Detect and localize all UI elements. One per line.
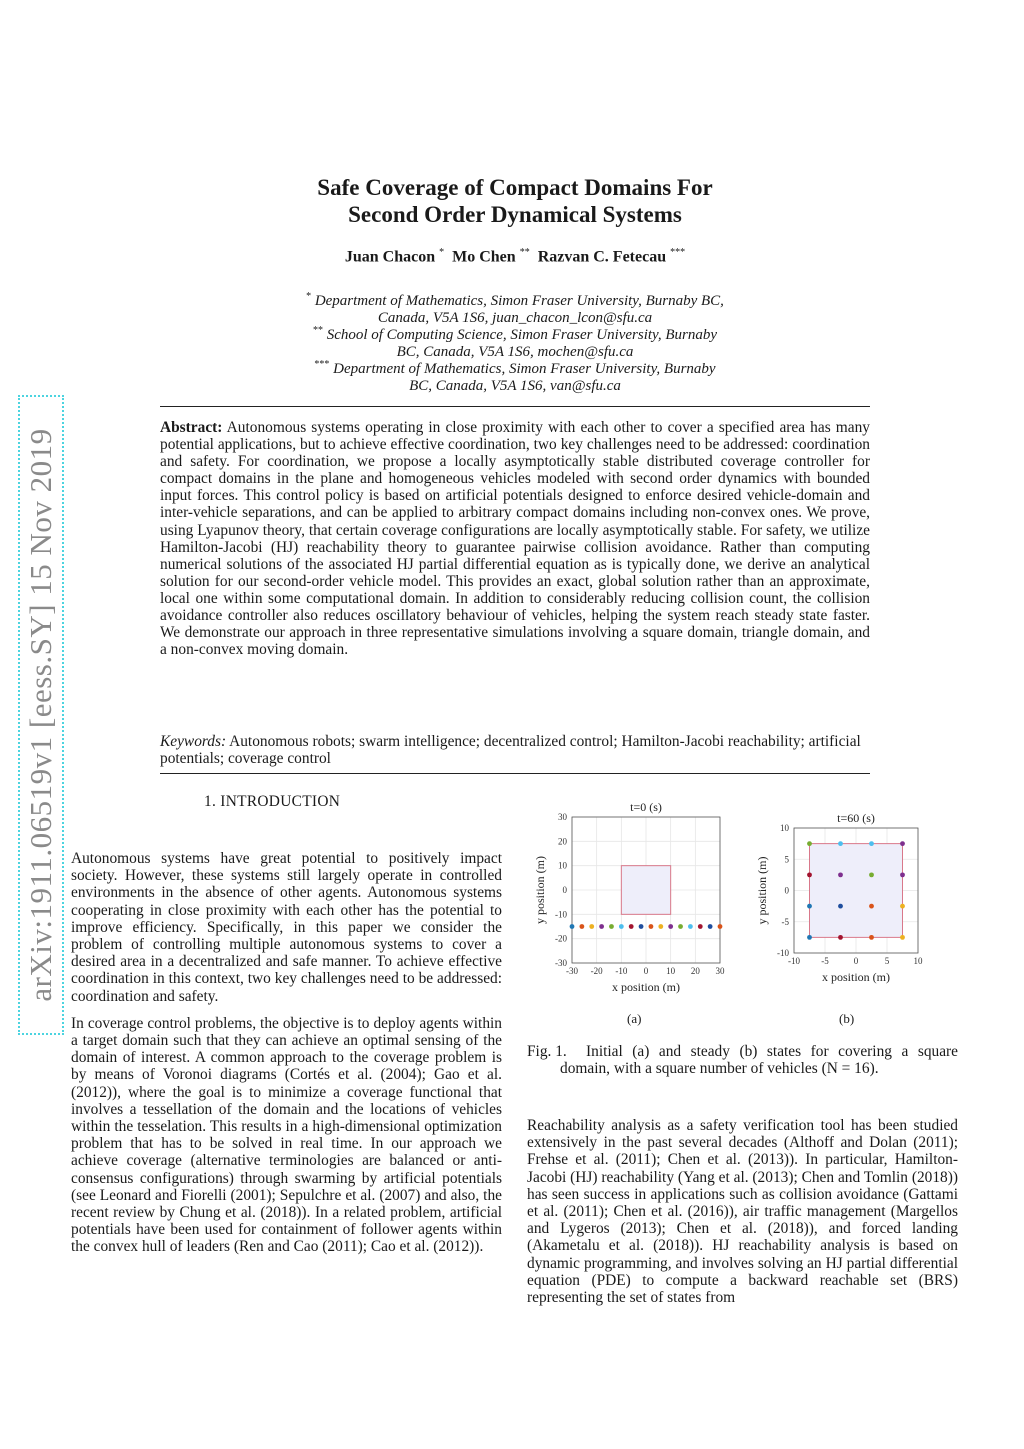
abstract-top-rule <box>160 406 870 407</box>
y-tick-label: 0 <box>784 885 789 896</box>
vehicle-point <box>900 872 905 877</box>
y-tick-label: 5 <box>784 854 789 865</box>
y-axis-label: y position (m) <box>755 856 769 925</box>
vehicle-point <box>838 935 843 940</box>
vehicle-point <box>869 935 874 940</box>
affiliation-line: BC, Canada, V5A 1S6, mochen@sfu.ca <box>396 344 634 360</box>
x-tick-label: -30 <box>566 966 578 976</box>
affiliation-line: Department of Mathematics, Simon Fraser University, Burnaby BC, <box>314 293 724 309</box>
vehicle-point <box>658 924 663 929</box>
author-mark: * <box>439 247 445 258</box>
author-mark: *** <box>670 247 686 258</box>
vehicle-point <box>698 924 703 929</box>
vehicle-point <box>718 924 723 929</box>
vehicle-point <box>900 841 905 846</box>
affiliation-line: BC, Canada, V5A 1S6, van@sfu.ca <box>409 378 621 394</box>
y-tick-label: 10 <box>780 823 789 833</box>
vehicle-point <box>579 924 584 929</box>
vehicle-point <box>629 924 634 929</box>
affiliation-mark: *** <box>314 359 330 370</box>
vehicle-point <box>838 841 843 846</box>
y-axis-label: y position (m) <box>533 856 547 924</box>
x-tick-label: -20 <box>590 966 603 976</box>
paper-title-line-2: Second Order Dynamical Systems <box>348 202 682 227</box>
y-tick-label: -20 <box>555 933 567 944</box>
x-tick-label: -5 <box>821 956 829 966</box>
x-tick-label: 10 <box>666 966 676 976</box>
y-tick-label: -10 <box>777 948 789 958</box>
vehicle-point <box>599 924 604 929</box>
keywords-text: Autonomous robots; swarm intelligence; decentralized control; Hamilton-Jacobi reachability; artificial potentials; coverage control <box>160 733 861 768</box>
vehicle-point <box>807 841 812 846</box>
vehicle-point <box>869 841 874 846</box>
keywords-label: Keywords: <box>160 733 227 750</box>
y-tick-label: 20 <box>558 836 567 847</box>
abstract <box>160 419 870 658</box>
x-tick-label: 30 <box>715 966 725 976</box>
abstract-label: Abstract: <box>160 419 223 436</box>
vehicle-point <box>838 904 843 909</box>
vehicle-point <box>869 904 874 909</box>
y-tick-label: -5 <box>781 916 789 927</box>
figure-caption <box>527 1043 958 1077</box>
author-name: Mo Chen <box>452 248 516 266</box>
vehicle-point <box>807 904 812 909</box>
y-tick-label: 0 <box>562 885 567 895</box>
subfigure-label-a: (a) <box>627 1011 642 1026</box>
chart-title: t=60 (s) <box>837 811 875 825</box>
x-tick-label: -10 <box>615 966 628 976</box>
x-tick-label: 10 <box>913 956 923 966</box>
vehicle-point <box>668 924 673 929</box>
affiliation-line: School of Computing Science, Simon Fraser University, Burnaby <box>326 327 718 343</box>
paragraph: In coverage control problems, the objective is to deploy agents within a target domain such that they can achieve an optimal sensing of the domain of interest. A common approach to the coverage problem is by means of Voronoi diagrams (Cortés et al. (2004); Gao et al. (2012)), where the goal is to minimize a coverage functional that involves a tessellation of the domain and the locations of vehicles within the tesselation. This results in a high-dimensional optimization problem that has to be solved in real time. In our approach we achieve coverage (alternative terminologies are balanced or anti-consensus configurations) through swarming by artificial potentials (see Leonard and Fiorelli (2001); Sepulchre et al. (2007) and also, the recent review by Chung et al. (2018)). In a related problem, artificial potentials have been used for containment of follower agents within the convex hull of leaders (Ren and Cao (2011); Cao et al. (2012)). <box>71 1014 502 1256</box>
vehicle-point <box>900 904 905 909</box>
x-tick-label: 0 <box>643 966 649 976</box>
keywords <box>160 733 870 767</box>
vehicle-point <box>869 872 874 877</box>
y-tick-label: -30 <box>555 958 567 968</box>
vehicle-point <box>649 924 654 929</box>
caption-text: Initial (a) and steady (b) states for covering a square domain, with a square number of vehicles (N = 16). <box>560 1043 958 1078</box>
affiliation-mark: ** <box>312 325 323 336</box>
y-tick-label: 30 <box>558 812 567 822</box>
vehicle-point <box>900 935 905 940</box>
vehicle-point <box>678 924 683 929</box>
affiliation-mark: * <box>306 291 312 302</box>
x-axis-label: x position (m) <box>612 980 680 994</box>
vehicle-point <box>639 924 644 929</box>
intro-column <box>71 850 502 1256</box>
domain-square <box>621 866 670 915</box>
y-tick-label: 10 <box>558 860 567 871</box>
keywords-bottom-rule <box>160 773 870 774</box>
affiliation-line: Canada, V5A 1S6, juan_chacon_lcon@sfu.ca <box>377 310 653 326</box>
author-list <box>160 247 870 266</box>
vehicle-point <box>807 872 812 877</box>
affiliation-3 <box>160 356 870 395</box>
paragraph: Autonomous systems have great potential to positively impact society. However, these systems still largely operate in controlled environments in the absence of other agents. Autonomous systems cooperating in close proximity with each other has the potential to improve efficiency. Specifically, in this paper we consider the problem of controlling multiple autonomous systems to cover a desired area in a decentralized and safe manner. To achieve effective coordination in this context, two key challenges need to be addressed: coordination and safety. <box>71 850 502 1005</box>
affiliation-line: Department of Mathematics, Simon Fraser University, Burnaby <box>333 361 716 377</box>
x-tick-label: -10 <box>788 956 800 966</box>
paragraph: Reachability analysis as a safety verification tool has been studied extensively in the past several decades (Althoff and Dolan (2011); Frehse et al. (2011); Chen et al. (2013)). In particular, Hamilton-Jacobi (HJ) reachability (Yang et al. (2013); Chen and Tomlin (2018)) has seen success in applications such as collision avoidance (Gattami et al. (2011); Chen et al. (2016)), air traffic management (Margellos and Lygeros (2013); Chen et al. (2018)), and forced landing (Akametalu et al. (2018)). HJ reachability analysis is based on dynamic programming, and involves solving an HJ partial differential equation (PDE) to compute a backward reachable set (BRS) representing the set of states from <box>527 1117 958 1307</box>
arxiv-identifier: arXiv:1911.06519v1 [eess.SY] 15 Nov 2019 <box>23 428 58 1002</box>
arxiv-stamp <box>18 395 64 1035</box>
x-axis-label: x position (m) <box>822 970 890 984</box>
chart-title: t=0 (s) <box>630 800 662 814</box>
x-tick-label: 5 <box>884 956 890 966</box>
author-mark: ** <box>519 247 530 258</box>
caption-label: Fig. 1. <box>527 1043 567 1060</box>
x-tick-label: 20 <box>690 966 700 976</box>
vehicle-point <box>589 924 594 929</box>
domain-square <box>810 844 903 938</box>
abstract-text: Autonomous systems operating in close proximity with each other to cover a specified area has many potential applications, but to achieve effective coordination, two key challenges need to be addressed: coordination and safety. For coordination, we propose a locally asymptotically stable distributed coverage controller for compact domains in the plane and homogeneous vehicles modeled with second order dynamics with bounded input forces. This control policy is based on artificial potentials designed to enforce desired vehicle-domain and inter-vehicle separations, and can be applied to arbitrary compact domains including non-convex ones. We prove, using Lyapunov theory, that certain coverage configurations are locally asymptotically stable. For safety, we utilize Hamilton-Jacobi (HJ) reachability theory to guarantee pairwise collision avoidance. Rather than computing numerical solutions of the associated HJ partial differential equation as is typically done, we derive an analytical solution for our second-order vehicle model. This provides an exact, global solution rather than an approximate, local one within some computational domain. In addition to considerably reducing collision count, the collision avoidance controller also reduces oscillatory behaviour of vehicles, helping the system reach steady state faster. We demonstrate our approach in three representative simulations involving a square domain, triangle domain, and a non-convex moving domain. <box>160 419 871 659</box>
vehicle-point <box>609 924 614 929</box>
section-heading: 1. INTRODUCTION <box>204 793 341 810</box>
author-name: Juan Chacon <box>344 248 436 266</box>
author-name: Razvan C. Fetecau <box>537 248 667 266</box>
vehicle-point <box>708 924 713 929</box>
vehicle-point <box>619 924 624 929</box>
vehicle-point <box>838 872 843 877</box>
vehicle-point <box>688 924 693 929</box>
x-tick-label: 0 <box>853 956 859 966</box>
vehicle-point <box>807 935 812 940</box>
subfigure-label-b: (b) <box>839 1011 855 1026</box>
y-tick-label: -10 <box>555 909 567 920</box>
figure-1 <box>520 795 960 1005</box>
reachability-column <box>527 1117 958 1306</box>
vehicle-point <box>570 924 575 929</box>
paper-title-line-1: Safe Coverage of Compact Domains For <box>317 175 713 200</box>
